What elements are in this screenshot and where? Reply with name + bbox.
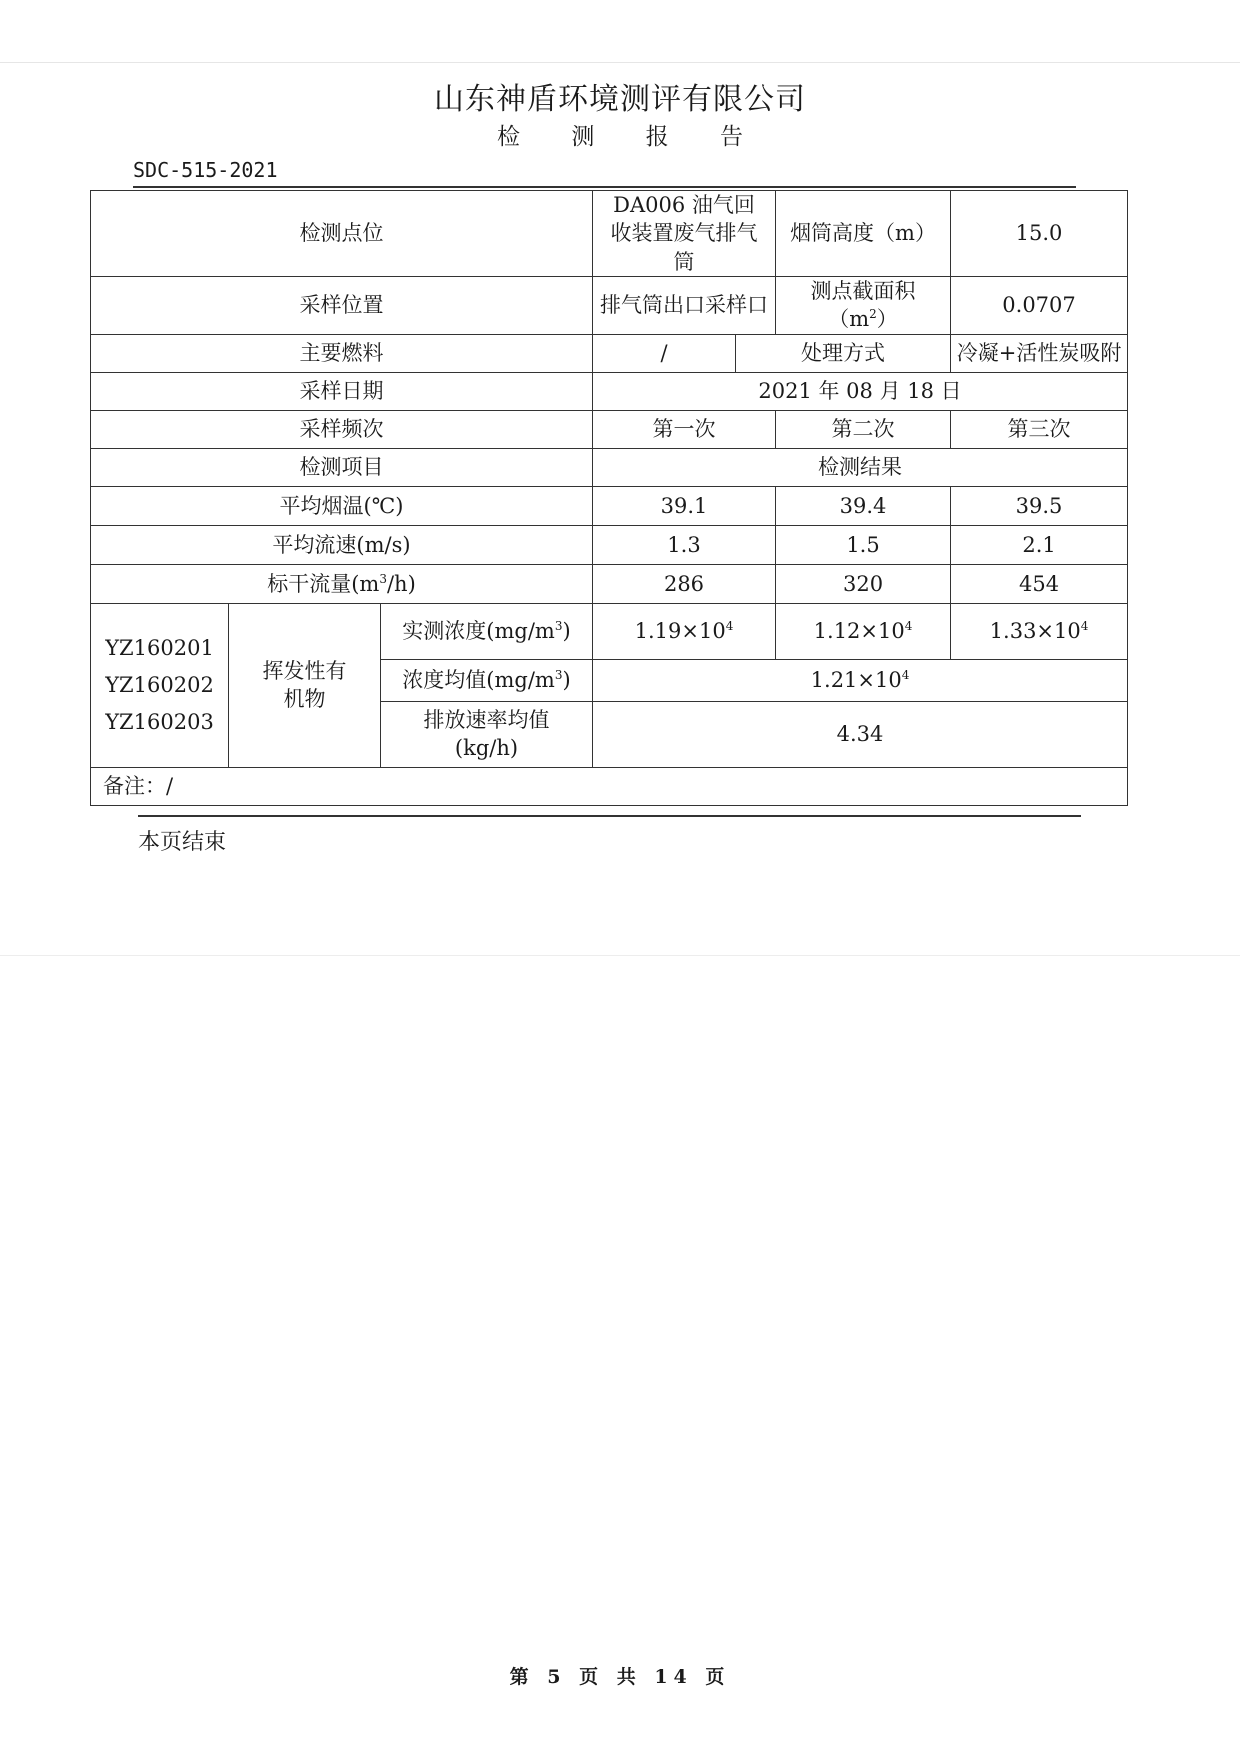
table-row bbox=[91, 277, 1128, 335]
flow-label: 标干流量$(m^3/h)$ bbox=[91, 564, 593, 603]
velocity-run-2: 1.5 bbox=[776, 525, 951, 564]
avg-conc-label: 浓度均值$(mg/m^3)$ bbox=[381, 659, 593, 701]
flow-run-3: 454 bbox=[951, 564, 1128, 603]
remark: 备注：/ bbox=[91, 767, 1128, 805]
sample-id: YZ160202 bbox=[105, 672, 214, 697]
conc-run-2: $1.12\times 10^4$ bbox=[776, 603, 951, 659]
conc-run-1: $1.19\times 10^4$ bbox=[593, 603, 776, 659]
rate-value: 4.34 bbox=[593, 701, 1128, 767]
table-row bbox=[91, 525, 1128, 564]
run-1-header: 第一次 bbox=[593, 410, 776, 448]
area-label: 测点截面积$(m^2)$ bbox=[776, 277, 951, 335]
rate-label: 排放速率均值(kg/h) bbox=[381, 701, 593, 767]
page-number: 第 5 页 共 14 页 bbox=[509, 1666, 731, 1688]
end-of-page-note: 本页结束 bbox=[138, 830, 227, 855]
stack-height-value: 15.0 bbox=[951, 191, 1128, 277]
temp-label: 平均烟温(℃) bbox=[91, 486, 593, 525]
point-value: DA006 油气回收装置废气排气筒 bbox=[593, 191, 776, 277]
table-row bbox=[91, 372, 1128, 410]
scan-edge-line bbox=[0, 955, 1240, 956]
velocity-run-3: 2.1 bbox=[951, 525, 1128, 564]
table-row bbox=[91, 486, 1128, 525]
sample-id: YZ160201 bbox=[105, 636, 214, 661]
temp-run-1: 39.1 bbox=[593, 486, 776, 525]
area-value: 0.0707 bbox=[951, 277, 1128, 335]
velocity-label: 平均流速(m/s) bbox=[91, 525, 593, 564]
flow-run-1: 286 bbox=[593, 564, 776, 603]
test-result-table bbox=[90, 190, 1128, 806]
conc-label: 实测浓度$(mg/m^3)$ bbox=[381, 603, 593, 659]
temp-run-2: 39.4 bbox=[776, 486, 951, 525]
scan-edge-line bbox=[0, 62, 1240, 63]
pollutant-name: 挥发性有机物 bbox=[229, 603, 381, 767]
sample-id: YZ160203 bbox=[105, 709, 214, 734]
run-2-header: 第二次 bbox=[776, 410, 951, 448]
treatment-value: 冷凝+活性炭吸附 bbox=[951, 334, 1128, 372]
velocity-run-1: 1.3 bbox=[593, 525, 776, 564]
date-label: 采样日期 bbox=[91, 372, 593, 410]
date-value: 2021 年 08 月 18 日 bbox=[593, 372, 1128, 410]
fuel-label: 主要燃料 bbox=[91, 334, 593, 372]
table-row bbox=[91, 564, 1128, 603]
sampling-location-label: 采样位置 bbox=[91, 277, 593, 335]
item-label: 检测项目 bbox=[91, 448, 593, 486]
table-row bbox=[91, 191, 1128, 277]
avg-conc-value: $1.21\times 10^4$ bbox=[593, 659, 1128, 701]
conc-run-3: $1.33\times 10^4$ bbox=[951, 603, 1128, 659]
result-label: 检测结果 bbox=[593, 448, 1128, 486]
report-title: 检 测 报 告 bbox=[497, 124, 765, 150]
table-row bbox=[91, 767, 1128, 805]
run-3-header: 第三次 bbox=[951, 410, 1128, 448]
sample-id-list bbox=[91, 603, 229, 767]
frequency-label: 采样频次 bbox=[91, 410, 593, 448]
report-number: SDC-515-2021 bbox=[133, 158, 278, 182]
flow-run-2: 320 bbox=[776, 564, 951, 603]
fuel-value: / bbox=[593, 334, 736, 372]
sampling-location-value: 排气筒出口采样口 bbox=[593, 277, 776, 335]
table-row bbox=[91, 334, 1128, 372]
treatment-label: 处理方式 bbox=[736, 334, 951, 372]
company-name: 山东神盾环境测评有限公司 bbox=[434, 82, 806, 117]
table-row bbox=[91, 448, 1128, 486]
table-end-rule bbox=[138, 815, 1081, 817]
point-label: 检测点位 bbox=[91, 191, 593, 277]
stack-height-label: 烟筒高度（m） bbox=[776, 191, 951, 277]
table-row bbox=[91, 410, 1128, 448]
header-rule bbox=[133, 186, 1076, 188]
temp-run-3: 39.5 bbox=[951, 486, 1128, 525]
table-row bbox=[91, 603, 1128, 659]
